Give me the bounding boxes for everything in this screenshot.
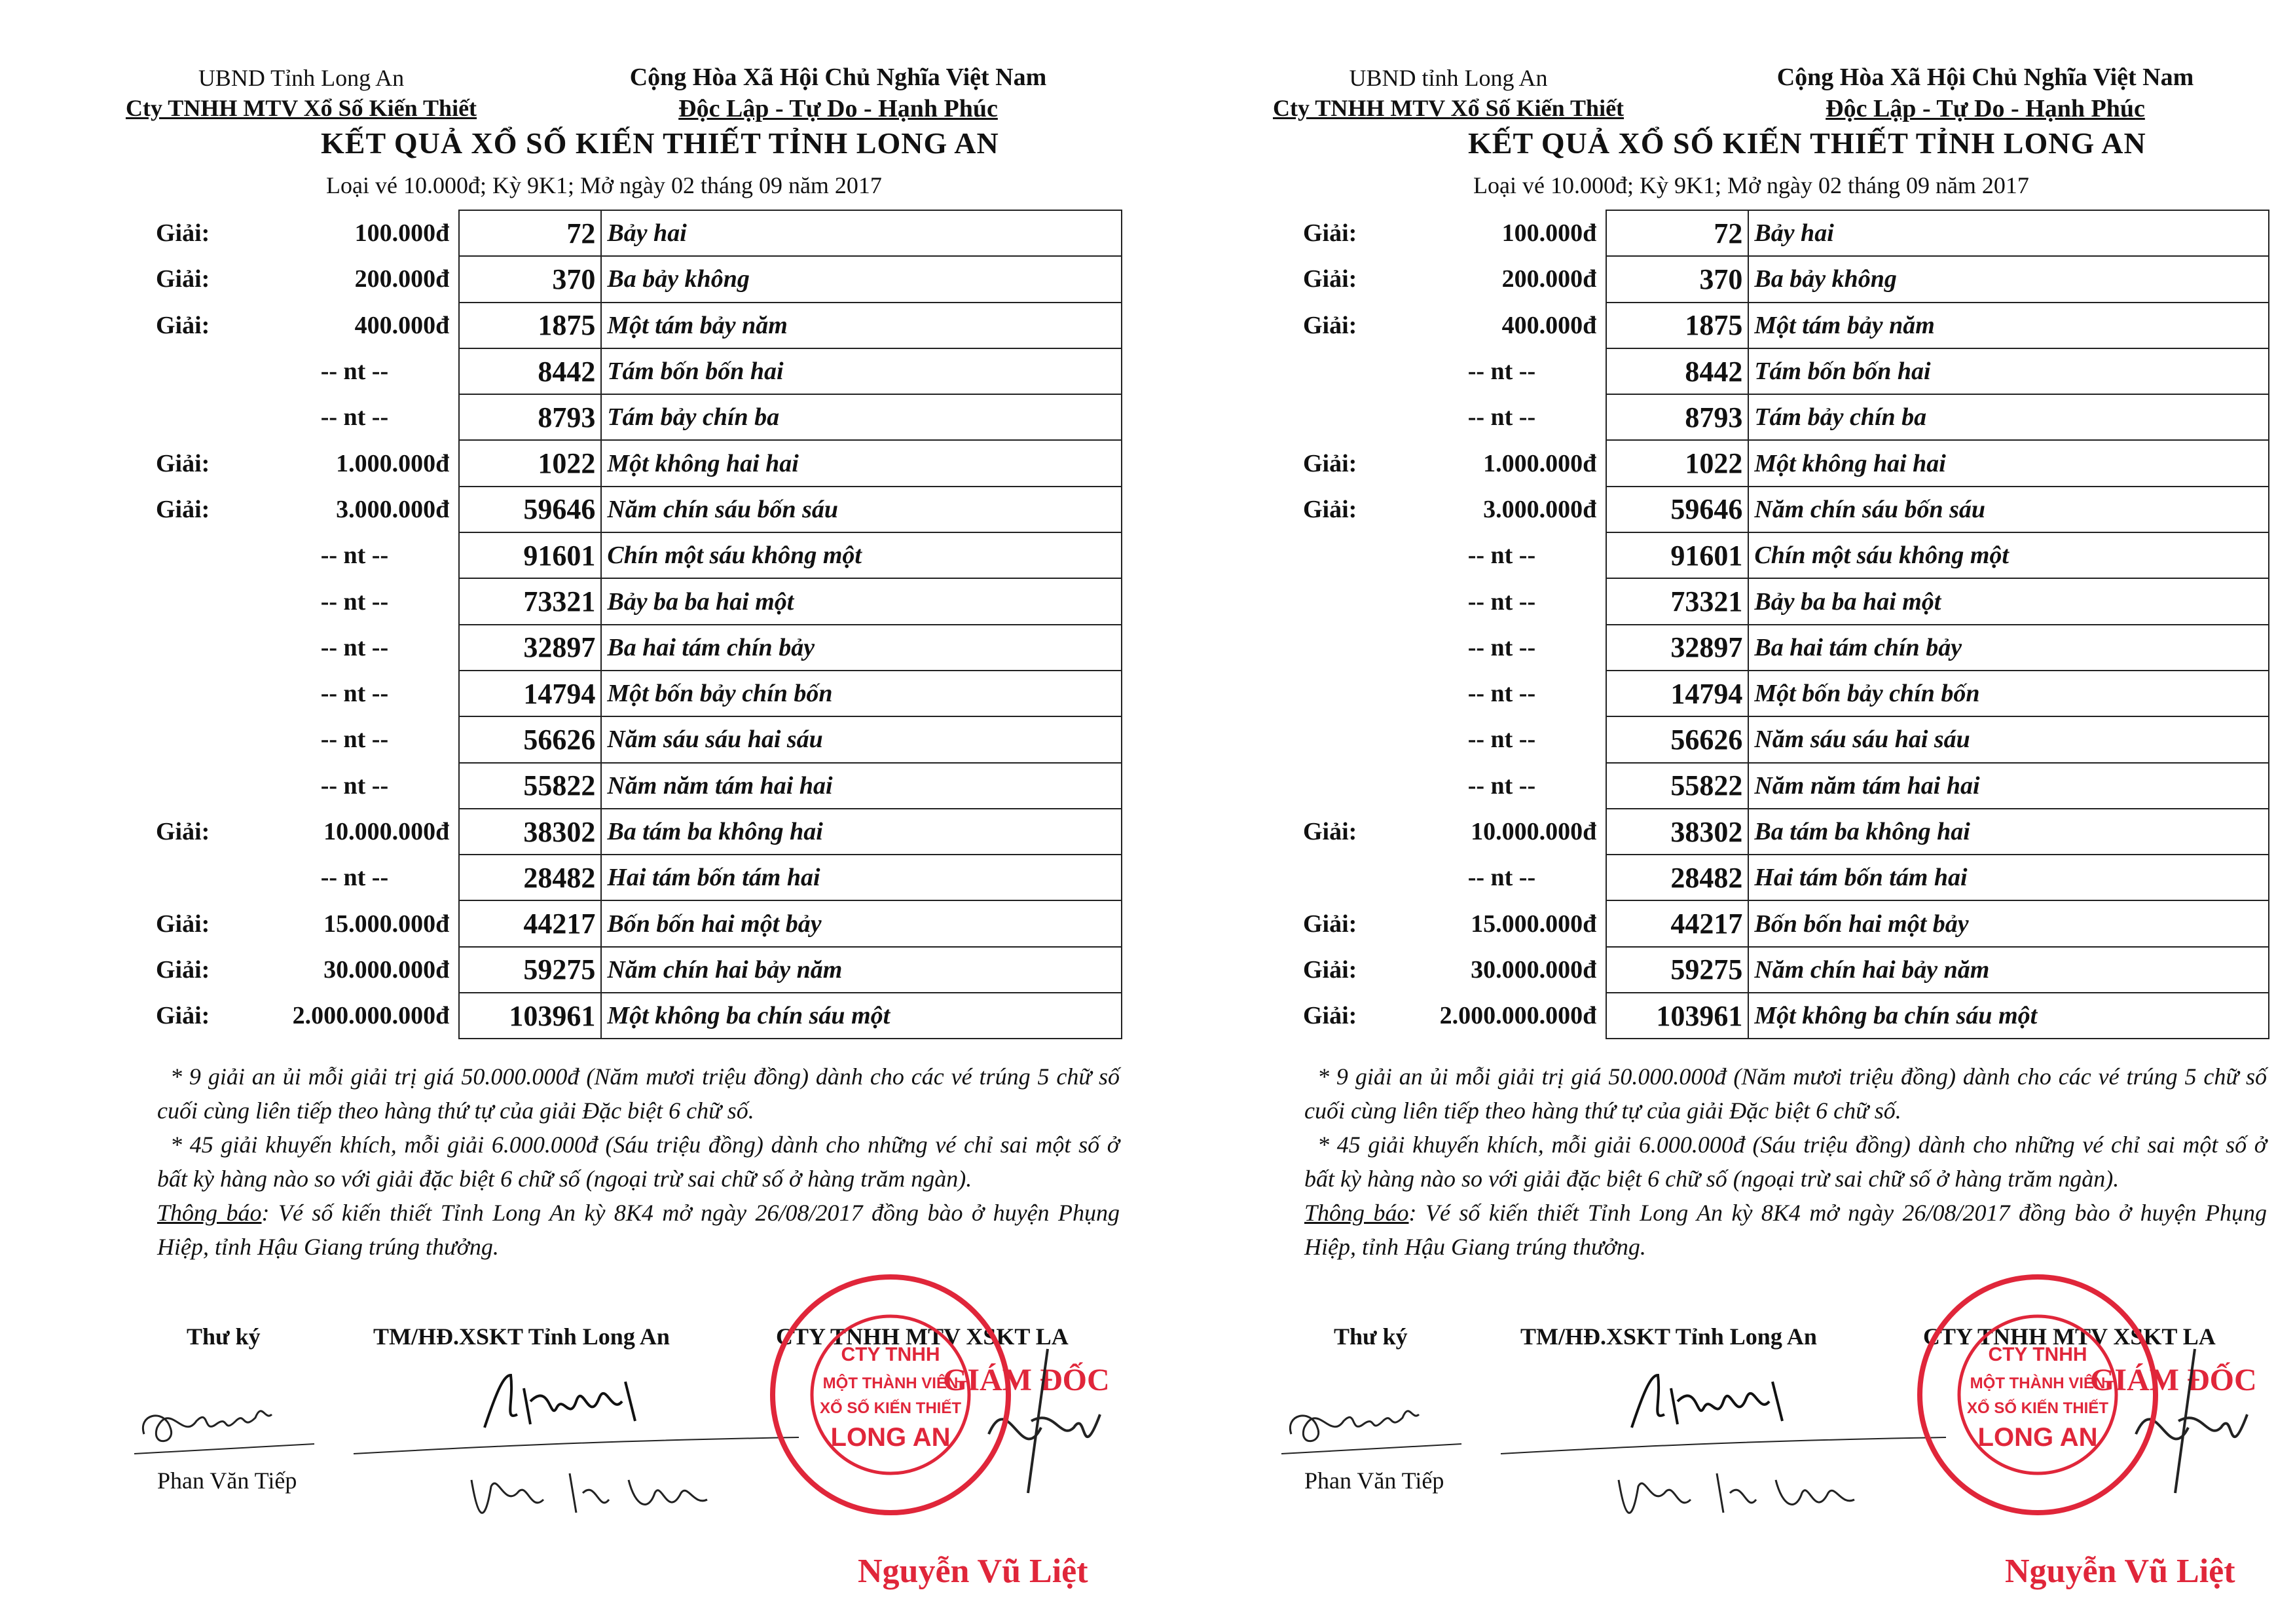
winning-number: 1875 xyxy=(1606,303,1748,348)
prize-amount: 10.000.000đ xyxy=(323,818,450,845)
secretary-name: Phan Văn Tiếp xyxy=(157,1467,297,1494)
result-row xyxy=(1303,394,2269,440)
number-in-words: Năm chín sáu bốn sáu xyxy=(601,487,1122,532)
number-in-words: Một bốn bảy chín bốn xyxy=(601,671,1122,716)
number-in-words: Chín một sáu không một xyxy=(601,532,1122,578)
prize-amount: -- nt -- xyxy=(1467,680,1536,708)
winning-number: 8793 xyxy=(1606,394,1748,440)
winning-number: 91601 xyxy=(459,532,601,578)
winning-number: 59275 xyxy=(459,947,601,993)
winning-number: 32897 xyxy=(1606,625,1748,671)
prize-amount: -- nt -- xyxy=(1467,403,1536,432)
prize-amount: -- nt -- xyxy=(320,726,389,754)
number-in-words: Ba tám ba không hai xyxy=(1748,809,2269,855)
prize-amount: -- nt -- xyxy=(1467,633,1536,661)
number-in-words: Một không ba chín sáu một xyxy=(1748,993,2269,1039)
winning-number: 103961 xyxy=(1606,993,1748,1039)
result-row xyxy=(156,303,1122,348)
director-title: GIÁM ĐỐC xyxy=(2090,1363,2257,1397)
prize-label xyxy=(1303,394,1368,440)
result-row xyxy=(1303,671,2269,716)
company-title: CTY TNHH MTV XSKT LA xyxy=(1923,1323,2216,1350)
prize-amount: 400.000đ xyxy=(1501,311,1597,339)
prize-amount: -- nt -- xyxy=(1467,542,1536,570)
number-in-words: Năm sáu sáu hai sáu xyxy=(601,716,1122,762)
number-in-words: Chín một sáu không một xyxy=(1748,532,2269,578)
seal-line-3: XỔ SỐ KIẾN THIẾT xyxy=(819,1399,962,1417)
secretary-name: Phan Văn Tiếp xyxy=(1304,1467,1444,1494)
issuer-block xyxy=(1265,63,1632,123)
prize-label: Giải: xyxy=(1303,495,1357,523)
winning-number: 8793 xyxy=(459,394,601,440)
number-in-words: Năm chín hai bảy năm xyxy=(601,947,1122,993)
result-row xyxy=(156,578,1122,624)
number-in-words: Một không ba chín sáu một xyxy=(601,993,1122,1039)
prize-amount: 100.000đ xyxy=(1501,219,1597,248)
winning-number: 8442 xyxy=(1606,348,1748,394)
prize-label: Giải: xyxy=(1303,818,1357,845)
result-row xyxy=(156,440,1122,486)
result-row xyxy=(156,809,1122,855)
seal-line-3: XỔ SỐ KIẾN THIẾT xyxy=(1966,1399,2109,1417)
prize-amount: -- nt -- xyxy=(320,864,389,892)
prize-amount: -- nt -- xyxy=(320,587,389,616)
winning-number: 103961 xyxy=(459,993,601,1039)
prize-amount: 400.000đ xyxy=(354,311,450,339)
prize-amount: 3.000.000đ xyxy=(1483,495,1597,523)
result-row xyxy=(1303,256,2269,302)
prize-label xyxy=(156,578,221,624)
seal-line-4: LONG AN xyxy=(830,1423,951,1452)
issuer-block xyxy=(118,63,485,123)
number-in-words: Bảy hai xyxy=(1748,210,2269,256)
number-in-words: Năm năm tám hai hai xyxy=(1748,763,2269,809)
company-seal xyxy=(760,1264,1021,1526)
note-encouragement: * 45 giải khuyến khích, mỗi giải 6.000.000đ (Sáu triệu đồng) dành cho những vé chỉ sai một số ở bất kỳ hàng nào so với giải đặc biệt 6 chữ số (ngoại trừ sai chữ số ở hàng trăm ngàn). xyxy=(1304,1132,2267,1192)
winning-number: 55822 xyxy=(1606,763,1748,809)
winning-number: 91601 xyxy=(1606,532,1748,578)
result-row xyxy=(156,210,1122,256)
winning-number: 1875 xyxy=(459,303,601,348)
prize-amount: 100.000đ xyxy=(354,219,450,248)
prize-label xyxy=(156,348,221,394)
result-row xyxy=(1303,625,2269,671)
prize-label: Giải: xyxy=(156,219,210,248)
prize-label xyxy=(156,763,221,809)
seal-line-4: LONG AN xyxy=(1977,1423,2098,1452)
prize-amount: 2.000.000.000đ xyxy=(1439,1002,1597,1030)
announcement-label: Thông báo xyxy=(1304,1200,1409,1226)
number-in-words: Tám bốn bốn hai xyxy=(1748,348,2269,394)
prize-label xyxy=(1303,625,1368,671)
director-name: Nguyễn Vũ Liệt xyxy=(2005,1553,2235,1590)
national-header xyxy=(570,62,1107,124)
winning-number: 38302 xyxy=(1606,809,1748,855)
prize-label: Giải: xyxy=(156,495,210,523)
secretary-signature xyxy=(1278,1382,1475,1467)
result-row xyxy=(1303,303,2269,348)
country-name: Cộng Hòa Xã Hội Chủ Nghĩa Việt Nam xyxy=(629,64,1047,91)
company-title: CTY TNHH MTV XSKT LA xyxy=(776,1323,1069,1350)
prize-label xyxy=(156,855,221,900)
prize-label: Giải: xyxy=(1303,311,1357,339)
result-row xyxy=(1303,763,2269,809)
prize-amount: 30.000.000đ xyxy=(1471,955,1597,984)
prize-label: Giải: xyxy=(1303,910,1357,938)
draw-info: Loại vé 10.000đ; Kỳ 9K1; Mở ngày 02 tháng 09 năm 2017 xyxy=(1473,172,2029,198)
winning-number: 8442 xyxy=(459,348,601,394)
number-in-words: Năm sáu sáu hai sáu xyxy=(1748,716,2269,762)
prize-amount: 15.000.000đ xyxy=(323,910,450,938)
council-chair-signature xyxy=(340,1428,812,1545)
notes xyxy=(157,1060,1120,1264)
document-title: KẾT QUẢ XỔ SỐ KIẾN THIẾT TỈNH LONG AN xyxy=(1468,126,2146,160)
winning-number: 56626 xyxy=(459,716,601,762)
note-consolation: * 9 giải an ủi mỗi giải trị giá 50.000.000đ (Năm mươi triệu đồng) dành cho các vé trúng 5 chữ số cuối cùng liên tiếp theo hàng thứ tự của giải Đặc biệt 6 chữ số. xyxy=(157,1063,1120,1124)
result-row xyxy=(156,993,1122,1039)
number-in-words: Ba hai tám chín bảy xyxy=(1748,625,2269,671)
issuer-authority: UBND Tỉnh Long An xyxy=(198,65,405,91)
result-row xyxy=(1303,578,2269,624)
prize-label: Giải: xyxy=(1303,955,1357,984)
director-title: GIÁM ĐỐC xyxy=(943,1363,1110,1397)
number-in-words: Bảy ba ba hai một xyxy=(1748,578,2269,624)
result-row xyxy=(1303,348,2269,394)
prize-label xyxy=(1303,578,1368,624)
secretary-signature xyxy=(131,1382,327,1467)
winning-number: 44217 xyxy=(1606,900,1748,946)
result-row xyxy=(1303,210,2269,256)
winning-number: 38302 xyxy=(459,809,601,855)
prize-amount: 10.000.000đ xyxy=(1471,818,1597,845)
winning-number: 28482 xyxy=(459,855,601,900)
council-title: TM/HĐ.XSKT Tỉnh Long An xyxy=(1520,1323,1817,1350)
number-in-words: Một không hai hai xyxy=(1748,440,2269,486)
results-table xyxy=(1303,210,2269,1039)
winning-number: 370 xyxy=(1606,256,1748,302)
country-name: Cộng Hòa Xã Hội Chủ Nghĩa Việt Nam xyxy=(1776,64,2194,91)
prize-amount: 15.000.000đ xyxy=(1471,910,1597,938)
prize-amount: 200.000đ xyxy=(1501,265,1597,293)
prize-label xyxy=(1303,855,1368,900)
number-in-words: Ba tám ba không hai xyxy=(601,809,1122,855)
prize-label xyxy=(156,394,221,440)
prize-label: Giải: xyxy=(1303,1002,1357,1030)
winning-number: 59646 xyxy=(459,487,601,532)
prize-amount: 2.000.000.000đ xyxy=(292,1002,450,1030)
result-row xyxy=(156,716,1122,762)
winning-number: 72 xyxy=(459,210,601,256)
prize-amount: 3.000.000đ xyxy=(336,495,450,523)
prize-label xyxy=(1303,532,1368,578)
prize-amount: -- nt -- xyxy=(1467,771,1536,800)
prize-label xyxy=(156,716,221,762)
issuer-authority: UBND tỉnh Long An xyxy=(1349,65,1548,91)
prize-amount: -- nt -- xyxy=(1467,358,1536,386)
number-in-words: Một bốn bảy chín bốn xyxy=(1748,671,2269,716)
result-row xyxy=(1303,716,2269,762)
seal-line-2: MỘT THÀNH VIÊN xyxy=(822,1375,959,1392)
prize-label xyxy=(1303,716,1368,762)
result-row xyxy=(1303,900,2269,946)
number-in-words: Tám bốn bốn hai xyxy=(601,348,1122,394)
result-row xyxy=(1303,947,2269,993)
national-motto: Độc Lập - Tự Do - Hạnh Phúc xyxy=(678,95,998,122)
prize-label xyxy=(1303,671,1368,716)
winning-number: 370 xyxy=(459,256,601,302)
winning-number: 1022 xyxy=(1606,440,1748,486)
note-announcement xyxy=(157,1196,1120,1264)
result-row xyxy=(156,625,1122,671)
winning-number: 32897 xyxy=(459,625,601,671)
result-row xyxy=(156,671,1122,716)
seal-line-1: CTY TNHH xyxy=(841,1344,940,1365)
winning-number: 59646 xyxy=(1606,487,1748,532)
prize-amount: 1.000.000đ xyxy=(1483,449,1597,477)
prize-label: Giải: xyxy=(156,265,210,293)
prize-amount: -- nt -- xyxy=(320,542,389,570)
result-row xyxy=(1303,440,2269,486)
secretary-title: Thư ký xyxy=(1334,1323,1408,1350)
results-table xyxy=(156,210,1122,1039)
number-in-words: Năm chín sáu bốn sáu xyxy=(1748,487,2269,532)
result-row xyxy=(156,532,1122,578)
number-in-words: Tám bảy chín ba xyxy=(601,394,1122,440)
national-header xyxy=(1717,62,2254,124)
prize-amount: -- nt -- xyxy=(320,771,389,800)
prize-label: Giải: xyxy=(156,449,210,477)
winning-number: 73321 xyxy=(459,578,601,624)
prize-label xyxy=(156,671,221,716)
national-motto: Độc Lập - Tự Do - Hạnh Phúc xyxy=(1826,95,2145,122)
number-in-words: Ba bảy không xyxy=(601,256,1122,302)
result-row xyxy=(156,947,1122,993)
winning-number: 55822 xyxy=(459,763,601,809)
prize-label: Giải: xyxy=(1303,449,1357,477)
prize-label: Giải: xyxy=(156,311,210,339)
winning-number: 1022 xyxy=(459,440,601,486)
number-in-words: Bốn bốn hai một bảy xyxy=(601,900,1122,946)
result-row xyxy=(1303,487,2269,532)
result-sheet-right xyxy=(1147,0,2294,1624)
note-announcement xyxy=(1304,1196,2267,1264)
result-row xyxy=(1303,993,2269,1039)
number-in-words: Bảy hai xyxy=(601,210,1122,256)
number-in-words: Hai tám bốn tám hai xyxy=(1748,855,2269,900)
result-row xyxy=(156,763,1122,809)
issuer-company: Cty TNHH MTV Xổ Số Kiến Thiết xyxy=(1272,95,1625,121)
number-in-words: Ba hai tám chín bảy xyxy=(601,625,1122,671)
prize-amount: 200.000đ xyxy=(354,265,450,293)
director-name: Nguyễn Vũ Liệt xyxy=(858,1553,1088,1590)
prize-label: Giải: xyxy=(156,818,210,845)
prize-label: Giải: xyxy=(156,955,210,984)
prize-amount: -- nt -- xyxy=(320,403,389,432)
prize-label xyxy=(1303,763,1368,809)
winning-number: 14794 xyxy=(459,671,601,716)
secretary-title: Thư ký xyxy=(187,1323,261,1350)
prize-amount: -- nt -- xyxy=(1467,587,1536,616)
document-title: KẾT QUẢ XỔ SỐ KIẾN THIẾT TỈNH LONG AN xyxy=(321,126,999,160)
prize-amount: -- nt -- xyxy=(320,680,389,708)
note-consolation: * 9 giải an ủi mỗi giải trị giá 50.000.000đ (Năm mươi triệu đồng) dành cho các vé trúng 5 chữ số cuối cùng liên tiếp theo hàng thứ tự của giải Đặc biệt 6 chữ số. xyxy=(1304,1063,2267,1124)
seal-line-2: MỘT THÀNH VIÊN xyxy=(1970,1375,2106,1392)
winning-number: 56626 xyxy=(1606,716,1748,762)
result-row xyxy=(156,394,1122,440)
result-row xyxy=(156,900,1122,946)
result-sheet-left xyxy=(0,0,1147,1624)
number-in-words: Một không hai hai xyxy=(601,440,1122,486)
council-chair-signature xyxy=(1488,1428,1959,1545)
prize-label: Giải: xyxy=(156,910,210,938)
prize-label: Giải: xyxy=(1303,219,1357,248)
prize-label xyxy=(156,625,221,671)
winning-number: 14794 xyxy=(1606,671,1748,716)
winning-number: 72 xyxy=(1606,210,1748,256)
announcement-text: : Vé số kiến thiết Tỉnh Long An kỳ 8K4 mở ngày 26/08/2017 đồng bào ở huyện Phụng Hiệp, tỉnh Hậu Giang trúng thưởng. xyxy=(1304,1200,2267,1260)
issuer-company: Cty TNHH MTV Xổ Số Kiến Thiết xyxy=(125,95,477,121)
company-seal xyxy=(1907,1264,2169,1526)
result-row xyxy=(156,348,1122,394)
number-in-words: Một tám bảy năm xyxy=(601,303,1122,348)
result-row xyxy=(1303,855,2269,900)
notes xyxy=(1304,1060,2267,1264)
prize-amount: -- nt -- xyxy=(320,358,389,386)
prize-label: Giải: xyxy=(156,1002,210,1030)
announcement-label: Thông báo xyxy=(157,1200,262,1226)
winning-number: 59275 xyxy=(1606,947,1748,993)
winning-number: 44217 xyxy=(459,900,601,946)
seal-line-1: CTY TNHH xyxy=(1988,1344,2087,1365)
prize-amount: 30.000.000đ xyxy=(323,955,450,984)
number-in-words: Bảy ba ba hai một xyxy=(601,578,1122,624)
number-in-words: Bốn bốn hai một bảy xyxy=(1748,900,2269,946)
number-in-words: Tám bảy chín ba xyxy=(1748,394,2269,440)
winning-number: 28482 xyxy=(1606,855,1748,900)
note-encouragement: * 45 giải khuyến khích, mỗi giải 6.000.000đ (Sáu triệu đồng) dành cho những vé chỉ sai một số ở bất kỳ hàng nào so với giải đặc biệt 6 chữ số (ngoại trừ sai chữ số ở hàng trăm ngàn). xyxy=(157,1132,1120,1192)
result-row xyxy=(156,487,1122,532)
number-in-words: Một tám bảy năm xyxy=(1748,303,2269,348)
prize-amount: 1.000.000đ xyxy=(336,449,450,477)
draw-info: Loại vé 10.000đ; Kỳ 9K1; Mở ngày 02 tháng 09 năm 2017 xyxy=(326,172,882,198)
council-title: TM/HĐ.XSKT Tỉnh Long An xyxy=(373,1323,670,1350)
prize-label: Giải: xyxy=(1303,265,1357,293)
announcement-text: : Vé số kiến thiết Tỉnh Long An kỳ 8K4 mở ngày 26/08/2017 đồng bào ở huyện Phụng Hiệp, tỉnh Hậu Giang trúng thưởng. xyxy=(157,1200,1120,1260)
winning-number: 73321 xyxy=(1606,578,1748,624)
number-in-words: Ba bảy không xyxy=(1748,256,2269,302)
number-in-words: Hai tám bốn tám hai xyxy=(601,855,1122,900)
number-in-words: Năm năm tám hai hai xyxy=(601,763,1122,809)
result-row xyxy=(156,256,1122,302)
prize-amount: -- nt -- xyxy=(320,633,389,661)
result-row xyxy=(156,855,1122,900)
prize-amount: -- nt -- xyxy=(1467,726,1536,754)
prize-label xyxy=(1303,348,1368,394)
prize-label xyxy=(156,532,221,578)
result-row xyxy=(1303,532,2269,578)
result-row xyxy=(1303,809,2269,855)
number-in-words: Năm chín hai bảy năm xyxy=(1748,947,2269,993)
prize-amount: -- nt -- xyxy=(1467,864,1536,892)
